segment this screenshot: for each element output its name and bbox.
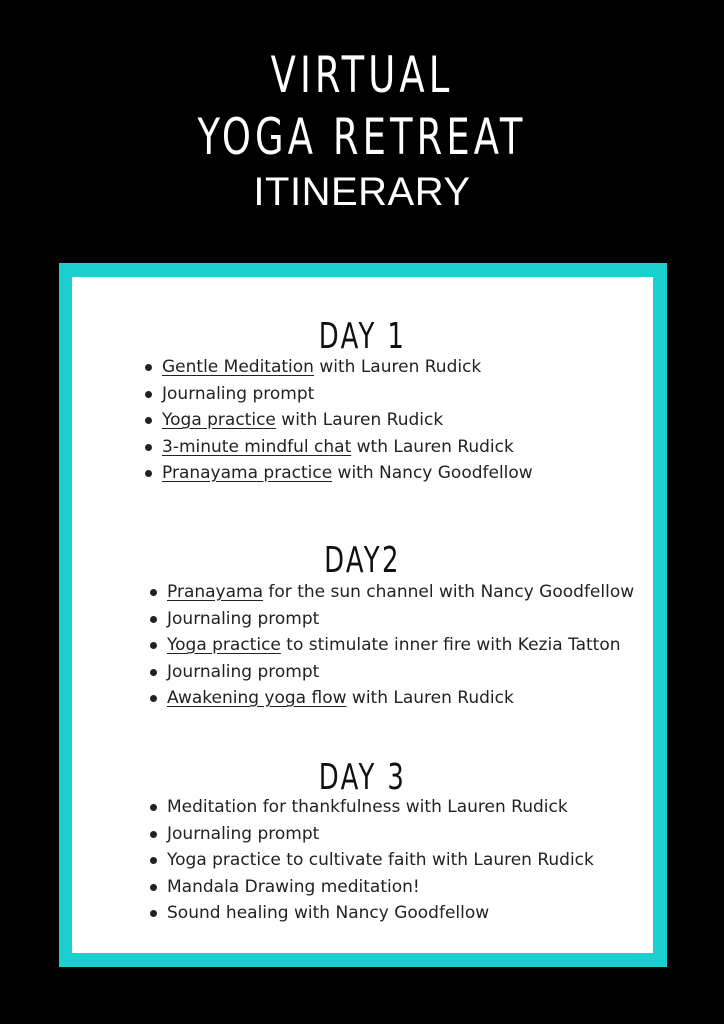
list-item bbox=[167, 900, 594, 927]
list-item bbox=[167, 794, 594, 821]
subtitle: ITINERARY bbox=[253, 170, 471, 214]
title-line-2: YOGA RETREAT bbox=[197, 108, 527, 166]
activity-text: Yoga practice to cultivate faith with Lauren Rudick bbox=[167, 850, 594, 870]
activity-link[interactable]: Pranayama bbox=[167, 582, 264, 602]
activity-link[interactable]: Awakening yoga flow bbox=[167, 688, 347, 708]
activity-text: with Lauren Rudick bbox=[275, 410, 444, 430]
activity-link[interactable]: 3-minute mindful chat bbox=[162, 436, 352, 457]
activity-text: Mandala Drawing meditation! bbox=[167, 876, 420, 897]
list-item bbox=[162, 381, 533, 408]
activity-text: Sound healing with Nancy Goodfellow bbox=[167, 903, 490, 923]
activity-text: Journaling prompt bbox=[167, 608, 320, 629]
activity-text: with Lauren Rudick bbox=[346, 688, 514, 708]
list-item bbox=[167, 847, 594, 874]
activity-link[interactable]: Pranayama practice bbox=[162, 463, 333, 483]
activity-text: Journaling prompt bbox=[167, 823, 320, 844]
list-item bbox=[167, 579, 634, 606]
list-item bbox=[167, 632, 634, 659]
title-line-1: VIRTUAL bbox=[270, 46, 454, 104]
activity-text: to stimulate inner fire with Kezia Tatton bbox=[280, 635, 621, 655]
list-item bbox=[162, 460, 533, 487]
list-item bbox=[167, 659, 634, 686]
day-3-title: DAY 3 bbox=[318, 757, 407, 798]
itinerary-card bbox=[72, 277, 653, 953]
list-item bbox=[167, 606, 634, 633]
activity-text: with Lauren Rudick bbox=[313, 357, 482, 377]
activity-link[interactable]: Yoga practice bbox=[167, 635, 281, 655]
activity-text: Meditation for thankfulness with Lauren Rudick bbox=[167, 797, 568, 817]
activity-text: Journaling prompt bbox=[162, 383, 315, 404]
day-1-list bbox=[140, 354, 533, 487]
day-2-list bbox=[145, 579, 634, 712]
card-frame bbox=[59, 263, 667, 967]
list-item bbox=[167, 685, 634, 712]
activity-text: with Nancy Goodfellow bbox=[332, 463, 533, 483]
activity-text: for the sun channel with Nancy Goodfellow bbox=[263, 582, 635, 602]
list-item bbox=[162, 407, 533, 434]
header bbox=[0, 44, 724, 216]
day-3-list bbox=[145, 794, 594, 927]
day-1-title: DAY 1 bbox=[318, 316, 407, 357]
activity-link[interactable]: Yoga practice bbox=[162, 410, 276, 430]
activity-link[interactable]: Gentle Meditation bbox=[162, 357, 314, 377]
list-item bbox=[162, 434, 533, 461]
list-item bbox=[162, 354, 533, 381]
activity-text: wth Lauren Rudick bbox=[351, 436, 514, 457]
list-item bbox=[167, 821, 594, 848]
activity-text: Journaling prompt bbox=[167, 661, 320, 682]
day-2-title: DAY2 bbox=[324, 540, 401, 581]
list-item bbox=[167, 874, 594, 901]
